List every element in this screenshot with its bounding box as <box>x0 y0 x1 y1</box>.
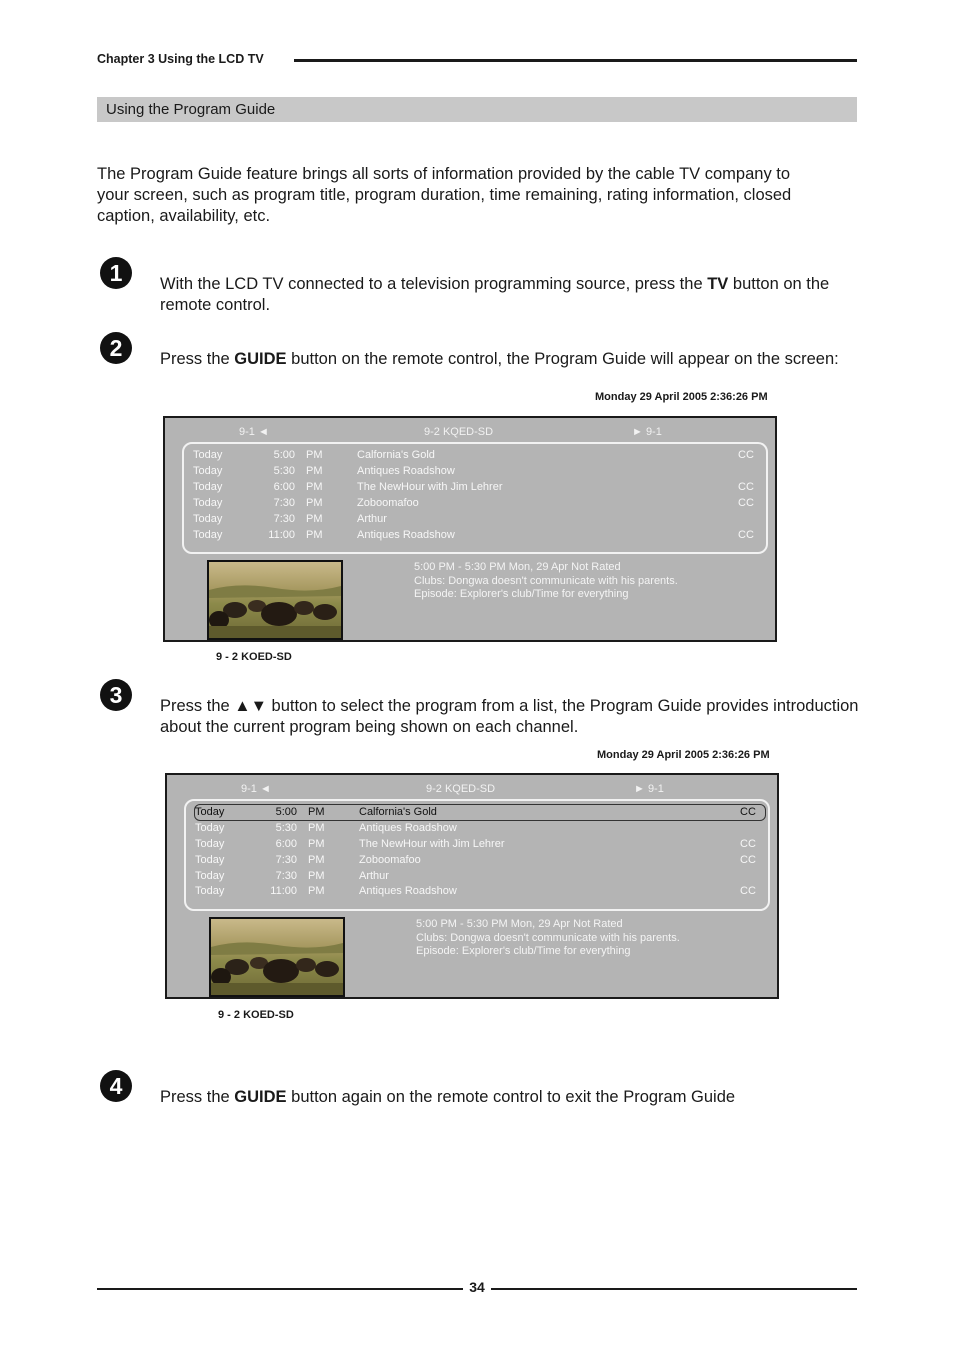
guide-1-caption: 9 - 2 KOED-SD <box>216 651 292 663</box>
program-info: 5:00 PM - 5:30 PM Mon, 29 Apr Not Rated Clubs: Dongwa doesn't communicate with his parents. Episode: Explorer's club/Time for everything <box>416 918 680 957</box>
prev-channel: 9-1 ◄ <box>241 783 271 795</box>
step-1-number-icon: 1 <box>100 257 132 289</box>
header-rule <box>294 59 857 62</box>
program-row[interactable]: Today 5:00 PM Calfornia's Gold CC <box>193 449 754 461</box>
guide-2-timestamp: Monday 29 April 2005 2:36:26 PM <box>597 749 770 761</box>
program-row[interactable]: Today 6:00 PM The NewHour with Jim Lehrer CC <box>193 481 754 493</box>
step-2-text: Press the GUIDE button on the remote control, the Program Guide will appear on the screen: <box>160 350 839 368</box>
program-row[interactable]: Today 5:30 PM Antiques Roadshow <box>195 822 457 834</box>
chapter-heading: Chapter 3 Using the LCD TV <box>97 52 264 66</box>
program-row-selected[interactable]: Today 5:00 PM Calfornia's Gold CC <box>186 805 768 821</box>
program-row[interactable]: Today 6:00 PM The NewHour with Jim Lehrer CC <box>195 838 756 850</box>
program-row[interactable]: Today 11:00 PM Antiques Roadshow CC <box>193 529 754 541</box>
bison-herd-image <box>207 560 343 640</box>
section-bar <box>97 97 857 122</box>
prev-channel: 9-1 ◄ <box>239 426 269 438</box>
program-row[interactable]: Today 5:30 PM Antiques Roadshow <box>193 465 455 477</box>
program-info: 5:00 PM - 5:30 PM Mon, 29 Apr Not Rated Clubs: Dongwa doesn't communicate with his parents. Episode: Explorer's club/Time for everything <box>414 561 678 600</box>
program-list <box>182 442 768 554</box>
footer-rule-left <box>97 1288 463 1290</box>
guide-1-timestamp: Monday 29 April 2005 2:36:26 PM <box>595 391 768 403</box>
next-channel: ► 9-1 <box>634 783 664 795</box>
next-channel: ► 9-1 <box>632 426 662 438</box>
channel-name: 9-2 KQED-SD <box>424 426 494 438</box>
program-row[interactable]: Today 11:00 PM Antiques Roadshow CC <box>195 885 756 897</box>
program-row[interactable]: Today 7:30 PM Zoboomafoo CC <box>195 854 756 866</box>
step-3-text: Press the ▲▼ button to select the program from a list, the Program Guide provides introduction about the current program being shown on each channel. <box>160 697 859 736</box>
footer-rule-right <box>491 1288 857 1290</box>
intro-paragraph: The Program Guide feature brings all sorts of information provided by the cable TV company to your screen, such as program title, program duration, time remaining, rating information, closed caption, availability, etc. <box>97 165 792 225</box>
page-number: 34 <box>469 1279 485 1295</box>
program-row[interactable]: Today 7:30 PM Zoboomafoo CC <box>193 497 754 509</box>
section-title: Using the Program Guide <box>106 101 276 118</box>
program-guide-screen-2 <box>165 773 779 999</box>
guide-2-caption: 9 - 2 KOED-SD <box>218 1009 294 1021</box>
program-guide-screen-1 <box>163 416 777 642</box>
bison-herd-image <box>209 917 345 997</box>
step-3-number-icon: 3 <box>100 679 132 711</box>
program-row[interactable]: Today 7:30 PM Arthur <box>193 513 387 525</box>
step-1-text: With the LCD TV connected to a television programming source, press the TV button on the remote control. <box>160 275 830 314</box>
step-2-number-icon: 2 <box>100 332 132 364</box>
program-list <box>184 799 770 911</box>
program-row[interactable]: Today 7:30 PM Arthur <box>195 870 389 882</box>
step-4-number-icon: 4 <box>100 1070 132 1102</box>
channel-name: 9-2 KQED-SD <box>426 783 496 795</box>
step-4-text: Press the GUIDE button again on the remote control to exit the Program Guide <box>160 1088 736 1106</box>
